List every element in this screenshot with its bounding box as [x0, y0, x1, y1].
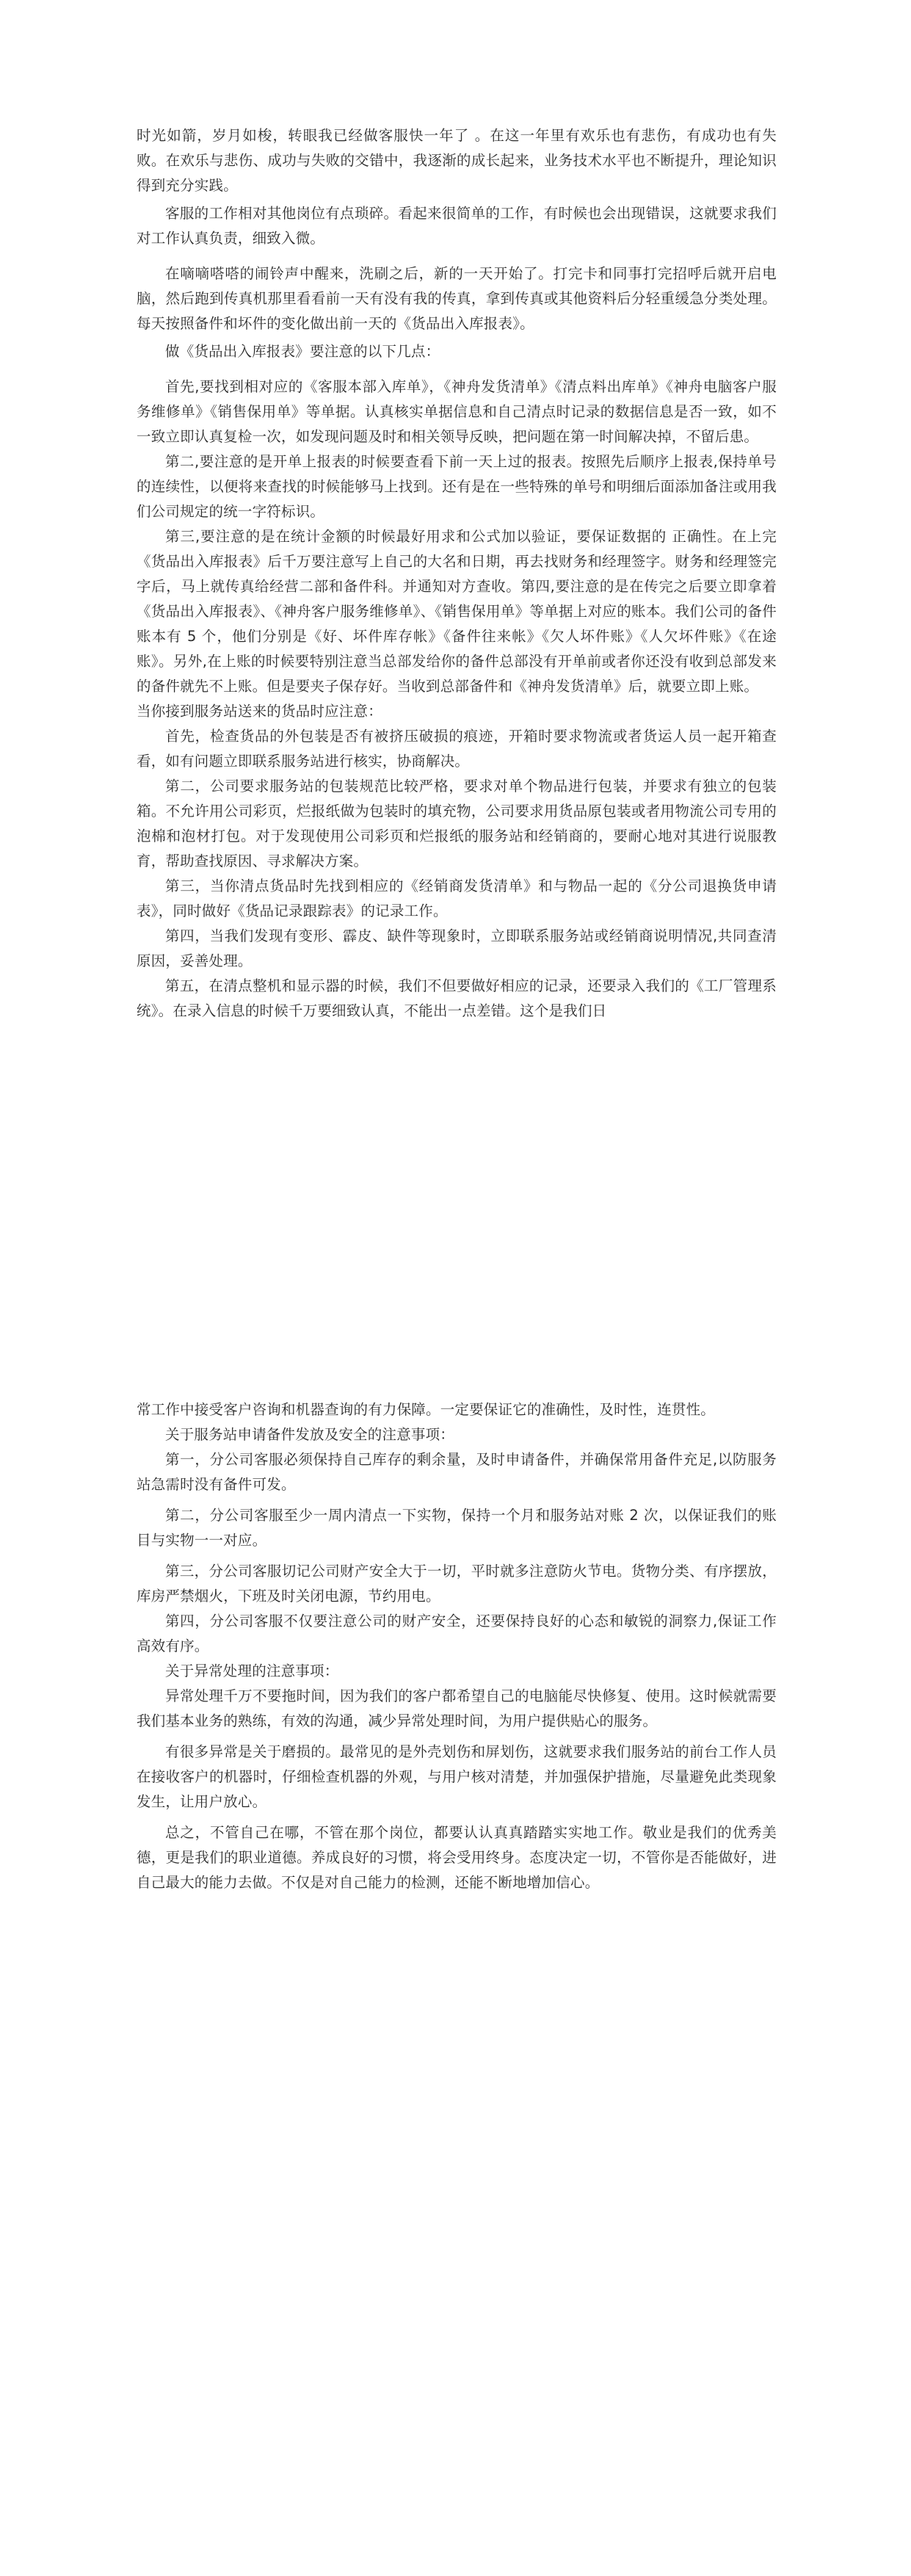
- paragraph: 做《货品出入库报表》要注意的以下几点：: [165, 343, 440, 360]
- paragraph: 异常处理千万不要拖时间，因为我们的客户都希望自己的电脑能尽快修复、使用。这时候就需要我们基本业务的熟练，有效的沟通，减少异常处理时间，为用户提供贴心的服务。: [137, 1687, 777, 1729]
- paragraph: 首先,要找到相对应的《客服本部入库单》，《神舟发货清单》《清点料出库单》《神舟电脑客户服务维修单》《销售保用单》等单据。认真核实单据信息和自己清点时记录的数据信息是否一致，如不一致立即认真复检一次，如发现问题及时和相关领导反映，把问题在第一时间解决掉，不留后患。: [137, 378, 777, 445]
- paragraph: 第三,要注意的是在统计金额的时候最好用求和公式加以验证，要保证数据的 正确性。在上完《货品出入库报表》后千万要注意写上自己的大名和日期，再去找财务和经理签字。财务和经理签完字后，马上就传真给经营二部和备件科。并通知对方查收。第四,要注意的是在传完之后要立即拿着《货品出入库报表》、《神舟客户服务维修单》、《销售保用单》等单据上对应的账本。我们公司的备件账本有 5 个，他们分别是《好、坏件库存帐》《备件往来帐》《欠人坏件账》《人欠坏件账》《在途账》。另外,在上账的时候要特别注意当总部发给你的备件总部没有开单前或者你还没有收到总部发来的备件就先不上账。但是要夹子保存好。当收到总部备件和《神舟发货清单》后，就要立即上账。: [137, 528, 777, 695]
- paragraph: 有很多异常是关于磨损的。最常见的是外壳划伤和屏划伤，这就要求我们服务站的前台工作人员在接收客户的机器时，仔细检查机器的外观，与用户核对清楚，并加强保护措施，尽量避免此类现象发生，让用户放心。: [137, 1743, 777, 1810]
- paragraph: 时光如箭，岁月如梭，转眼我已经做客服快一年了 。在这一年里有欢乐也有悲伤，有成功也有失败。在欢乐与悲伤、成功与失败的交错中，我逐渐的成长起来，业务技术水平也不断提升，理论知识得到充分实践。: [137, 127, 777, 194]
- document-section-bottom: [137, 1397, 777, 1895]
- paragraph: 常工作中接受客户咨询和机器查询的有力保障。一定要保证它的准确性，及时性，连贯性。: [137, 1401, 716, 1418]
- paragraph: 客服的工作相对其他岗位有点琐碎。看起来很简单的工作，有时候也会出现错误，这就要求我们对工作认真负责，细致入微。: [137, 205, 777, 247]
- paragraph: 第三，当你清点货品时先找到相应的《经销商发货清单》和与物品一起的《分公司退换货申请表》，同时做好《货品记录跟踪表》的记录工作。: [137, 878, 777, 919]
- paragraph: 关于异常处理的注意事项：: [165, 1663, 339, 1679]
- paragraph: 首先，检查货品的外包装是否有被挤压破损的痕迹，开箱时要求物流或者货运人员一起开箱查看，如有问题立即联系服务站进行核实，协商解决。: [137, 728, 777, 770]
- paragraph: 第二,要注意的是开单上报表的时候要查看下前一天上过的报表。按照先后顺序上报表,保持单号的连续性，以便将来查找的时候能够马上找到。还有是在一些特殊的单号和明细后面添加备注或用我们公司规定的统一字符标识。: [137, 453, 777, 520]
- paragraph: 当你接到服务站送来的货品时应注意：: [137, 703, 382, 720]
- paragraph: 第五，在清点整机和显示器的时候，我们不但要做好相应的记录，还要录入我们的《工厂管理系统》。在录入信息的时候千万要细致认真，不能出一点差错。这个是我们日: [137, 977, 777, 1019]
- paragraph: 第四，当我们发现有变形、霹皮、缺件等现象时，立即联系服务站或经销商说明情况,共同查清原因，妥善处理。: [137, 927, 777, 969]
- paragraph: 第三，分公司客服切记公司财产安全大于一切，平时就多注意防火节电。货物分类、有序摆放，库房严禁烟火，下班及时关闭电源，节约用电。: [137, 1563, 777, 1604]
- paragraph: 在嘀嘀嗒嗒的闹铃声中醒来，洗刷之后，新的一天开始了。打完卡和同事打完招呼后就开启电脑，然后跑到传真机那里看看前一天有没有我的传真，拿到传真或其他资料后分轻重缓急分类处理。每天按照备件和坏件的变化做出前一天的《货品出入库报表》。: [137, 265, 777, 332]
- paragraph: 第一，分公司客服必须保持自己库存的剩余量，及时申请备件，并确保常用备件充足,以防服务站急需时没有备件可发。: [137, 1451, 777, 1493]
- paragraph: 第二，公司要求服务站的包装规范比较严格，要求对单个物品进行包装，并要求有独立的包装箱。不允许用公司彩页，烂报纸做为包装时的填充物，公司要求用货品原包装或者用物流公司专用的泡棉和泡材打包。对于发现使用公司彩页和烂报纸的服务站和经销商的，要耐心地对其进行说服教育，帮助查找原因、寻求解决方案。: [137, 778, 777, 869]
- paragraph: 关于服务站申请备件发放及安全的注意事项：: [165, 1426, 455, 1443]
- paragraph: 第二，分公司客服至少一周内清点一下实物，保持一个月和服务站对账 2 次，以保证我们的账目与实物一一对应。: [137, 1507, 777, 1549]
- document-section-top: [137, 123, 777, 1024]
- paragraph: 总之，不管自己在哪，不管在那个岗位，都要认认真真踏踏实实地工作。敬业是我们的优秀美德，更是我们的职业道德。养成良好的习惯，将会受用终身。态度决定一切，不管你是否能做好，进自己最大的能力去做。不仅是对自己能力的检测，还能不断地增加信心。: [137, 1824, 777, 1891]
- paragraph: 第四，分公司客服不仅要注意公司的财产安全，还要保持良好的心态和敏锐的洞察力,保证工作高效有序。: [137, 1613, 777, 1654]
